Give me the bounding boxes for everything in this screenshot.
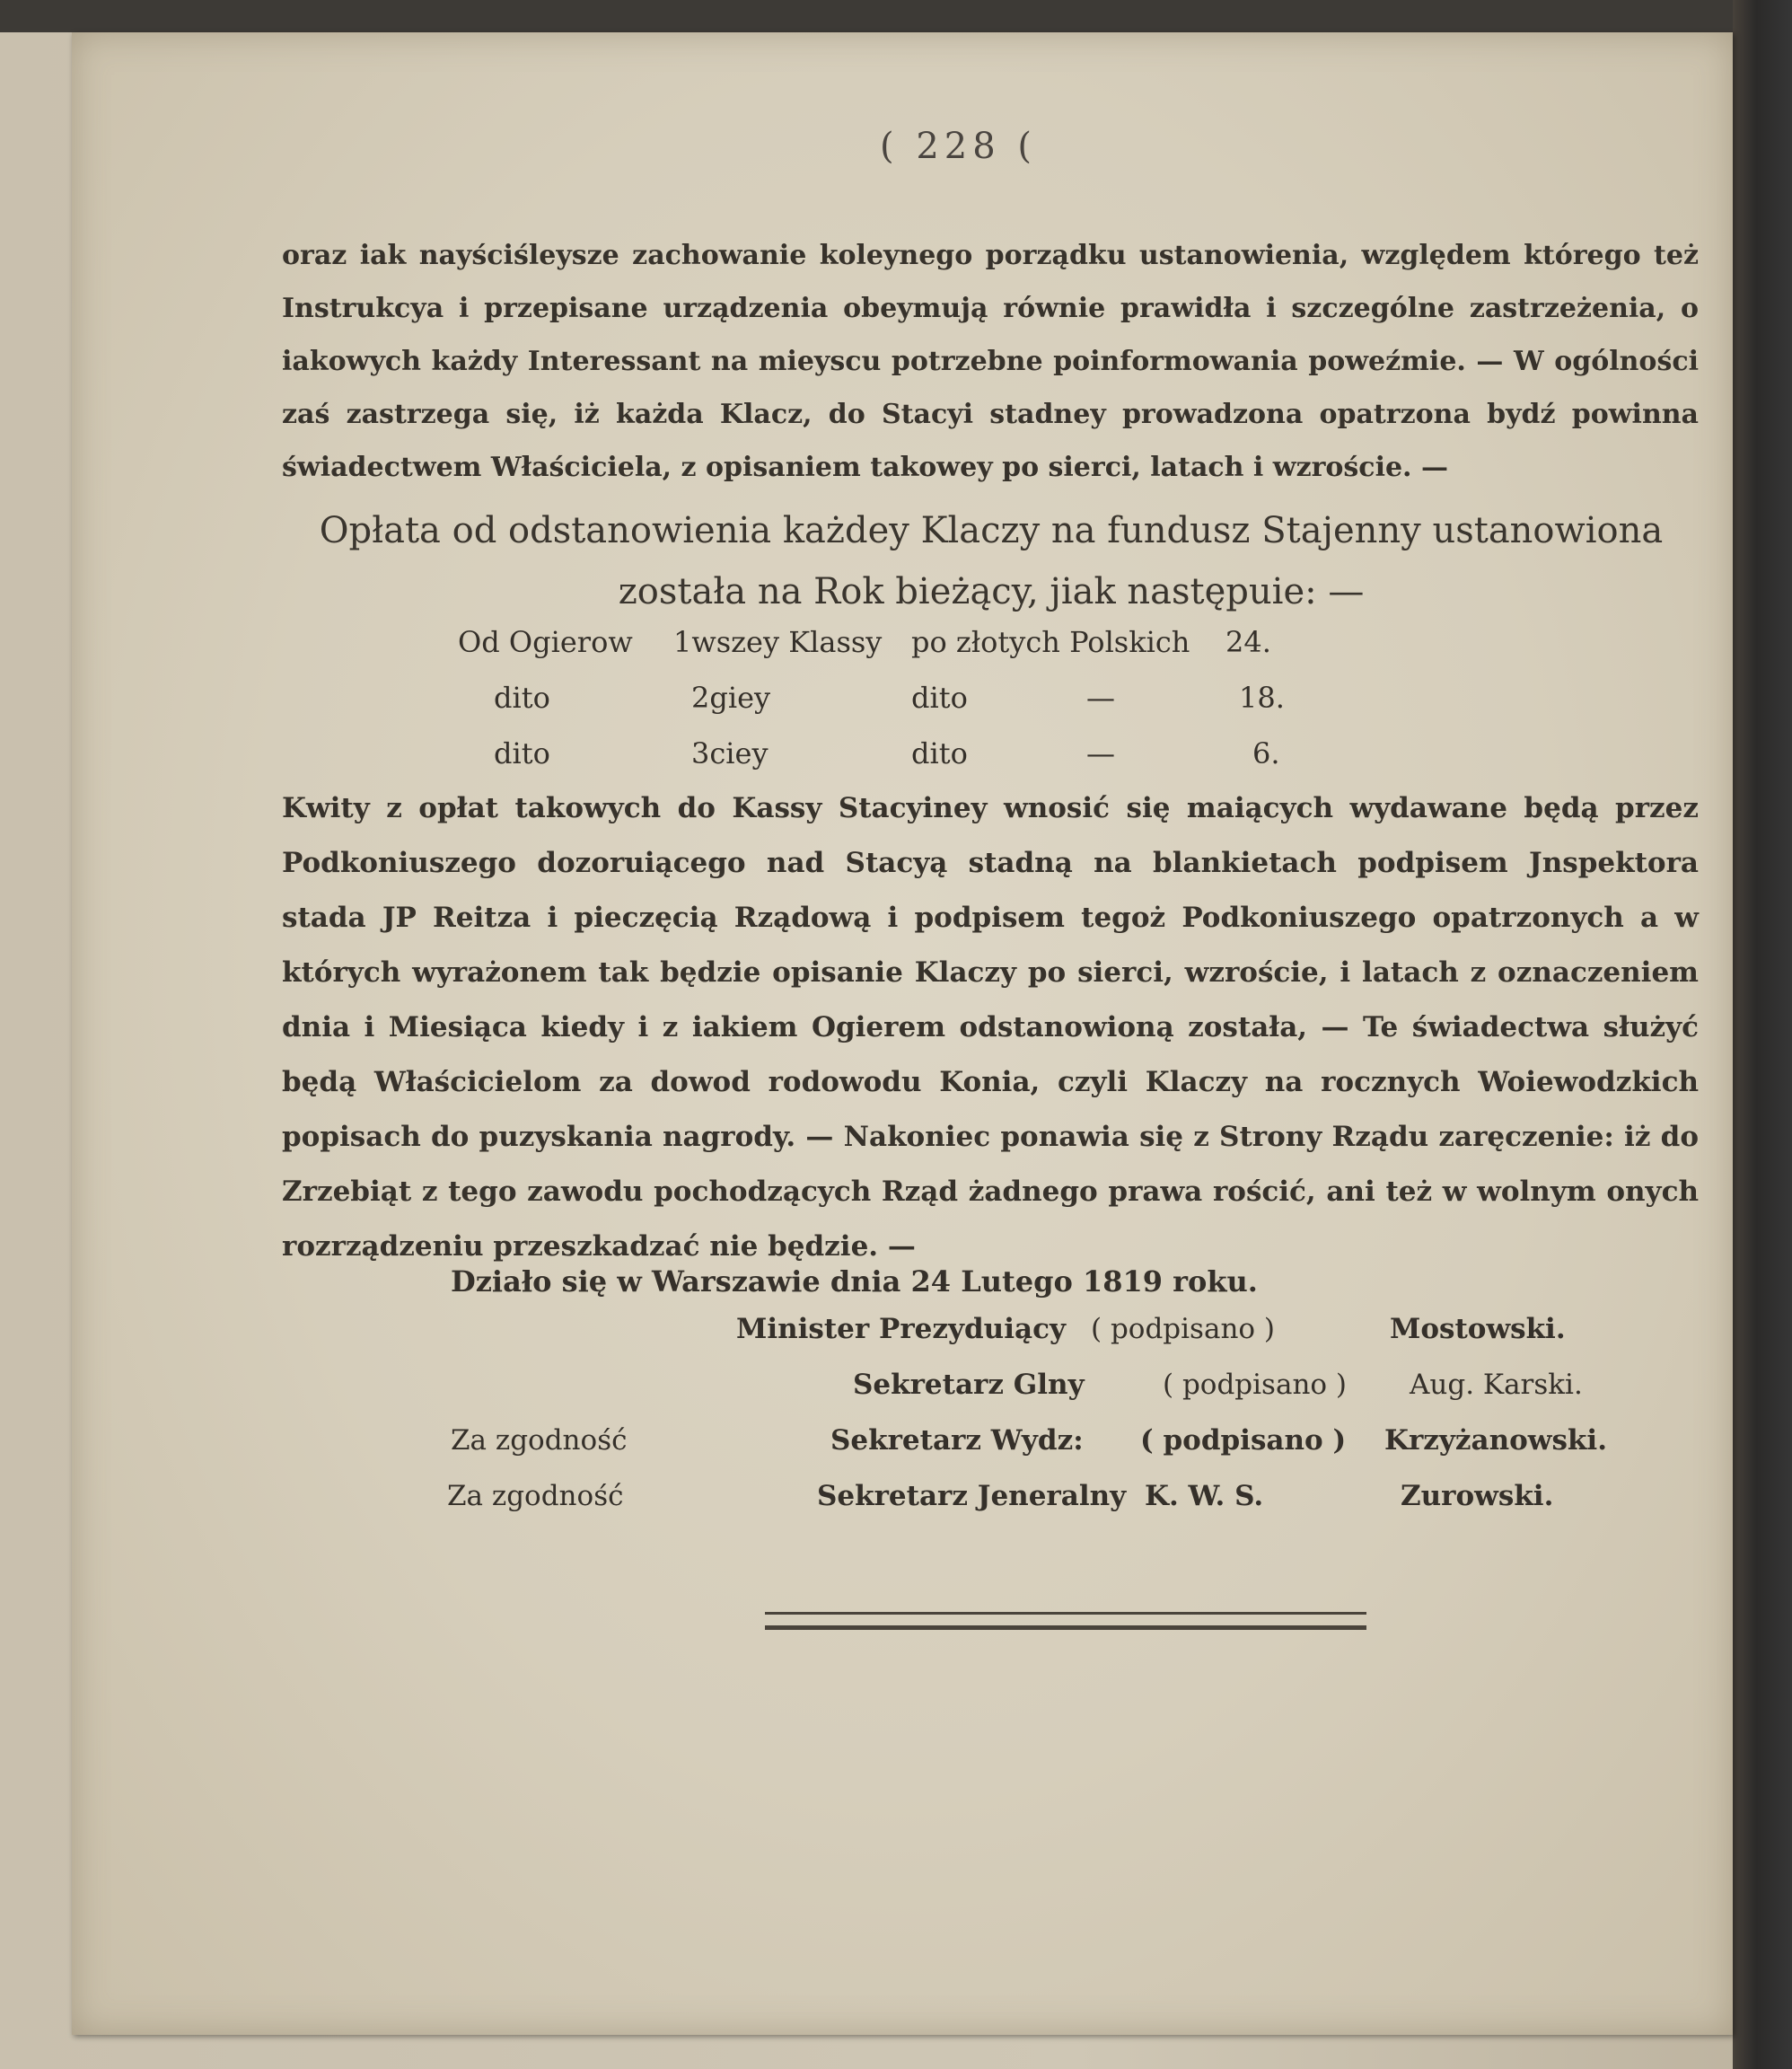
- paragraph-2: Kwity z opłat takowych do Kassy Stacyiney wnosić się maiących wydawane będą przez Podkoniuszego dozoruiącego nad Stacyą stadną na blankietach podpisem Jnspektora stada JP Reitza i pieczęcią Rządową i podpisem tegoż Podkoniuszego opatrzonych a w których wyrażonem tak będzie opisanie Klaczy po sierci, wzroście, i latach z oznaczeniem dnia i Miesiąca kiedy i z iakiem Ogierem odstanowioną została, — Te świadectwa służyć będą Właścicielom za dowod rodowodu Konia, czyli Klaczy na rocznych Woiewodzkich popisach do puzyskania nagrody. — Nakoniec ponawia się z Strony Rządu zaręczenie: iż do Zrzebiąt z tego zawodu pochodzących Rząd żadnego prawa rościć, ani też w wolnym onych rozrządzeniu przeszkadzać nie będzie. —: [282, 792, 1699, 1263]
- page-number: ( 228 (: [880, 126, 1037, 167]
- paragraph-1: oraz iak nayściśleysze zachowanie koleynego porządku ustanowienia, względem którego też Instrukcya i przepisane urządzenia obeymują równie prawidła i szczególne zastrzeżenia, o iakowych każdy Interessant na mieyscu potrzebne poinformowania poweźmie. — W ogólności zaś zastrzega się, iż każda Klacz, do Stacyi stadney prowadzona opatrzona bydź powinna świadectwem Właściciela, z opisaniem takowey po sierci, latach i wzroście. —: [282, 240, 1699, 483]
- signature-note: ( podpisano ): [1091, 1313, 1276, 1345]
- signature-note: ( podpisano ): [1163, 1369, 1348, 1401]
- fee-category: dito: [494, 736, 550, 770]
- fee-category: Od Ogierow: [458, 625, 633, 659]
- signature-attestation: Za zgodność: [447, 1480, 624, 1512]
- signature-note: K. W. S.: [1145, 1480, 1264, 1512]
- signature-title: Sekretarz Jeneralny: [817, 1480, 1127, 1512]
- book-spine-edge: [1733, 0, 1792, 2069]
- date-line: Działo się w Warszawie dnia 24 Lutego 1819 roku.: [451, 1264, 1258, 1299]
- fee-category: dito: [494, 681, 550, 715]
- fee-class: 1wszey Klassy: [673, 625, 883, 659]
- fee-amount: 6.: [1252, 736, 1280, 770]
- signature-name: Mostowski.: [1390, 1313, 1566, 1345]
- signature-attestation: Za zgodność: [451, 1424, 628, 1457]
- fee-amount: 18.: [1239, 681, 1285, 715]
- fee-unit: dito: [911, 736, 968, 770]
- signature-name: Zurowski.: [1401, 1480, 1554, 1512]
- fee-class: 2giey: [691, 681, 771, 715]
- signature-name: Krzyżanowski.: [1384, 1424, 1607, 1457]
- signature-name: Aug. Karski.: [1410, 1369, 1583, 1401]
- fee-unit: po złotych Polskich: [911, 625, 1190, 659]
- signature-note: ( podpisano ): [1140, 1424, 1347, 1457]
- fee-dash: —: [1086, 736, 1115, 770]
- fee-dash: —: [1086, 681, 1115, 715]
- fee-amount: 24.: [1225, 625, 1271, 659]
- signature-title: Sekretarz Glny: [853, 1369, 1085, 1401]
- signature-title: Sekretarz Wydz:: [830, 1424, 1084, 1457]
- closing-rule: [765, 1612, 1366, 1630]
- fee-class: 3ciey: [691, 736, 769, 770]
- signature-title: Minister Prezyduiący: [736, 1313, 1066, 1345]
- fee-unit: dito: [911, 681, 968, 715]
- fee-heading: Opłata od odstanowienia każdey Klaczy na fundusz Stajenny ustanowiona została na Rok bieżący, jiak następuie: —: [319, 510, 1664, 612]
- scan-top-edge: [0, 0, 1792, 32]
